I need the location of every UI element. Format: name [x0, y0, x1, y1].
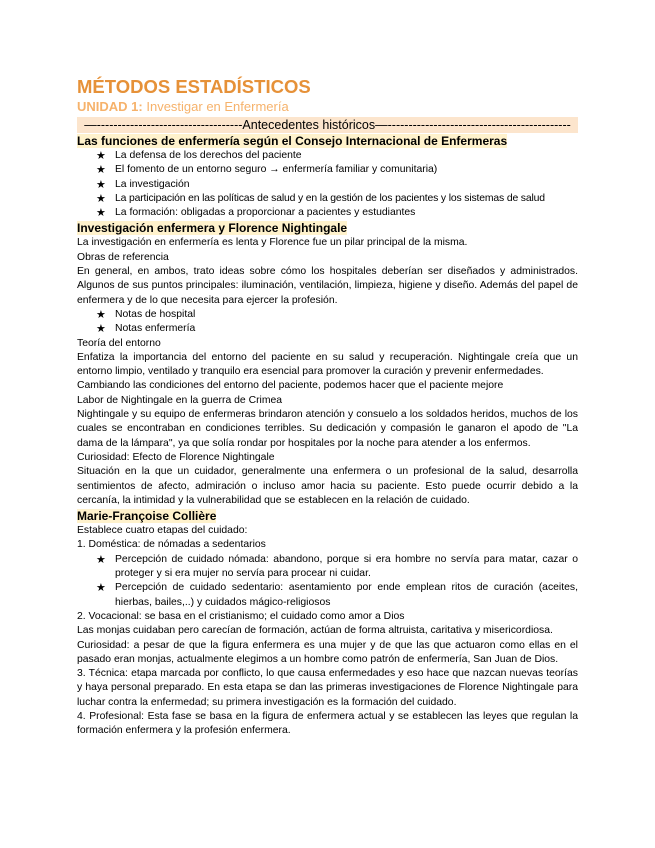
- subheading: Labor de Nightingale en la guerra de Crimea: [77, 394, 283, 406]
- section-heading: [77, 508, 578, 524]
- section-banner: [77, 117, 578, 133]
- paragraph: 4. Profesional: Esta fase se basa en la figura de enfermera actual y se establecen las leyes que regulan la formación enfermera y la profesión enfermera.: [77, 710, 578, 737]
- stage-title: 1. Doméstica: de nómadas a sedentarios: [77, 539, 266, 551]
- paragraph: En general, en ambos, trato ideas sobre cómo los hospitales deberían ser diseñados y administrados. Algunos de sus puntos principales: iluminación, ventilación, limpieza, higiene y diseño. Además del papel de enfermera y de lo que necesita para ejercer la profesión.: [77, 266, 578, 306]
- list-item: ★ La formación: obligadas a proporcionar a pacientes y estudiantes: [77, 206, 578, 220]
- unit-label: UNIDAD 1:: [77, 99, 143, 114]
- section-heading: [77, 220, 578, 236]
- section-heading: [77, 133, 578, 149]
- paragraph: Situación en la que un cuidador, generalmente una enfermera o un profesional de la salud, desarrolla sentimientos de afecto, admiración o incluso amor hacia su paciente. Esto puede ocurrir debido a la cercanía, la intimidad y la vulnerabilidad que se establecen en la relación de cuidado.: [77, 466, 578, 506]
- heading-text: Marie-Françoise Collière: [77, 509, 217, 524]
- paragraph: Las monjas cuidaban pero carecían de formación, actúan de forma altruista, caritativa y misericordiosa.: [77, 625, 553, 637]
- heading-text: Las funciones de enfermería según el Consejo Internacional de Enfermeras: [77, 134, 508, 148]
- subheading: Curiosidad: Efecto de Florence Nightingale: [77, 451, 275, 463]
- subheading: Teoría del entorno: [77, 337, 161, 349]
- list-item: ★ El fomento de un entorno seguro → enfermería familiar y comunitaria): [77, 163, 578, 177]
- heading-text: Investigación enfermera y Florence Nightingale: [77, 221, 348, 236]
- banner-rule-right: —--------------------------------------------: [375, 118, 571, 132]
- obras-list: [77, 308, 578, 337]
- unit-subtitle: [77, 98, 578, 115]
- list-item: ★ Notas enfermería: [77, 322, 578, 336]
- stage-title: 2. Vocacional: se basa en el cristianismo; el cuidado como amor a Dios: [77, 610, 405, 622]
- subheading: Obras de referencia: [77, 251, 169, 263]
- paragraph: Curiosidad: a pesar de que la figura enfermera es una mujer y de que las que actuaron como ellas en el pasado eran monjas, actualmente elegimos a un hombre como patrón de enfermería, San Juan de Dios.: [77, 639, 578, 665]
- document-title: MÉTODOS ESTADÍSTICOS: [77, 76, 311, 97]
- list-item: ★ Percepción de cuidado nómada: abandono, porque si era hombre no servía para matar, cazar o proteger y si era mujer no servía para procear ni cuidar.: [77, 553, 578, 582]
- paragraph: La investigación en enfermería es lenta y Florence fue un pilar principal de la misma.: [77, 237, 468, 249]
- unit-name: Investigar en Enfermería: [142, 99, 289, 114]
- functions-list: [77, 149, 578, 220]
- banner-rule-left: —-----------------------------------: [84, 118, 243, 132]
- paragraph: 3. Técnica: etapa marcada por conflicto, lo que causa enfermedades y eso hace que nazcan nuevas teorías y haya personal preparado. En esta etapa se dan las primeras investigaciones de Florence Nightingale para luchar contra la enfermedad; su primera investigación es la formación del cuidado.: [77, 668, 578, 708]
- list-item: ★ Percepción de cuidado sedentario: asentamiento por ende emplean ritos de curación (aceites, hierbas, bailes,..) y cuidados mágico-religiosos: [77, 581, 578, 610]
- paragraph: Establece cuatro etapas del cuidado:: [77, 525, 248, 537]
- paragraph: Cambiando las condiciones del entorno del paciente, podemos hacer que el paciente mejore: [77, 380, 504, 392]
- list-item: ★ La defensa de los derechos del paciente: [77, 149, 578, 163]
- list-item: ★ La investigación: [77, 178, 578, 192]
- banner-text: Antecedentes históricos: [242, 118, 376, 132]
- document-page: [77, 76, 578, 739]
- paragraph: Nightingale y su equipo de enfermeras brindaron atención y consuelo a los soldados heridos, muchos de los cuales se encontraban en condiciones terribles. Su dedicación y compasión le ganaron el apodo de "La dama de la lámpara", ya que solía rondar por hospitales por la noche para atender a los enfermos.: [77, 409, 578, 449]
- paragraph: Enfatiza la importancia del entorno del paciente en su salud y recuperación. Nightingale creía que un entorno limpio, ventilado y tranquilo era esencial para promover la curación y prevenir enfermedades.: [77, 351, 578, 378]
- stage1-list: [77, 553, 578, 610]
- list-item: ★ La participación en las políticas de salud y en la gestión de los pacientes y los sistemas de salud: [77, 192, 578, 206]
- list-item: ★ Notas de hospital: [77, 308, 578, 322]
